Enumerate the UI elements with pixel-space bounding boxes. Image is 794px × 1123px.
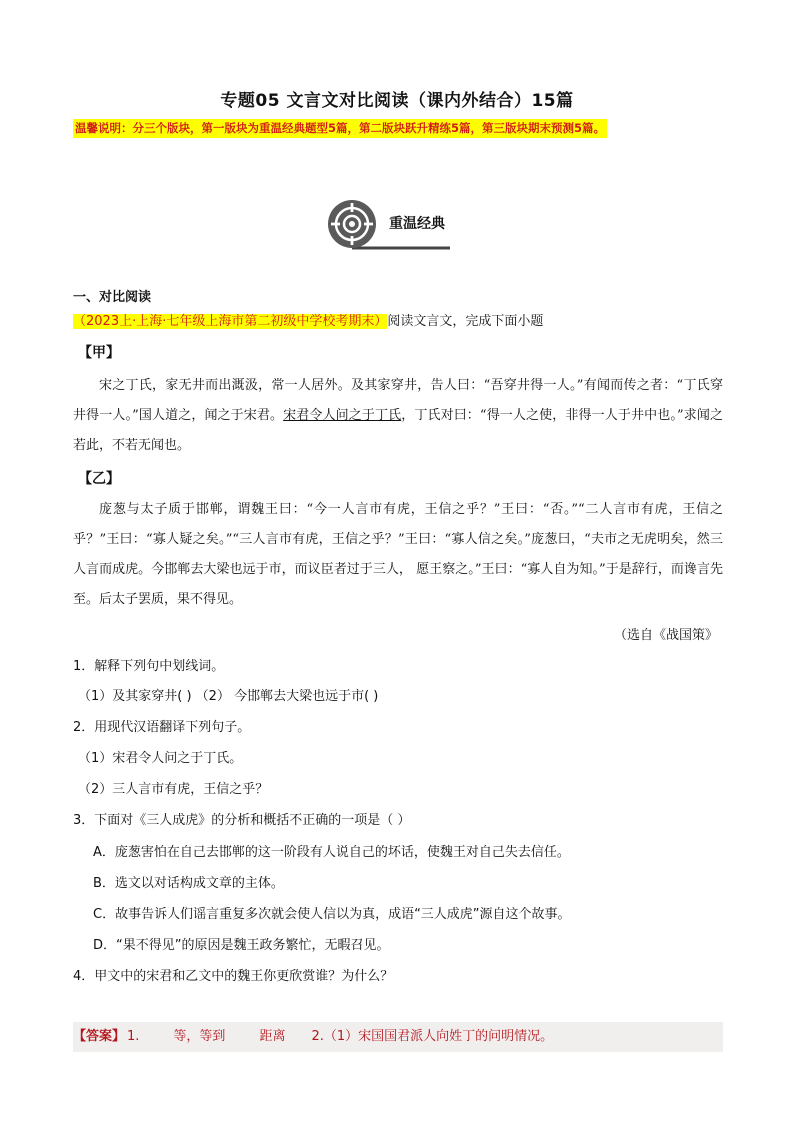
question-3-option-d: D．“果不得见”的原因是魏王政务繁忙，无暇召见。 bbox=[93, 938, 390, 953]
source-rest: 阅读文言文，完成下面小题 bbox=[387, 314, 544, 329]
jia-line2b: ，丁氏对曰：“得一人之使，非得一人于井中 bbox=[401, 408, 658, 423]
question-2-sub2: （2）三人言市有虎，王信之乎？ bbox=[78, 782, 269, 797]
source-line bbox=[73, 310, 543, 329]
section-heading: 一、对比阅读 bbox=[73, 290, 152, 305]
yi-label: 【乙】 bbox=[78, 471, 120, 487]
notice-banner: 温馨说明：分三个版块，第一版块为重温经典题型5篇，第二版块跃升精练5篇，第三版块期末预测5篇。 bbox=[73, 119, 607, 138]
answer-1-2: 距离 bbox=[259, 1029, 286, 1044]
question-3-option-b: B．选文以对话构成文章的主体。 bbox=[93, 876, 284, 891]
question-3-option-a: A．庞葱害怕在自己去邯郸的这一阶段有人说自己的坏话，使魏王对自己失去信任。 bbox=[93, 845, 570, 860]
section-badge-label: 重温经典 bbox=[389, 216, 445, 232]
answer-1-1: 等，等到 bbox=[173, 1029, 226, 1044]
answer-tag: 【答案】 bbox=[73, 1029, 126, 1044]
jia-line1: 宋之丁氏，家无井而出溉汲，常一人居外。及其家穿井，告人曰：“吾穿井得一人。”有闻而传之者：“丁 bbox=[99, 378, 697, 393]
attribution: （选自《战国策》 bbox=[613, 628, 718, 643]
answer-2-1: 2.（1）宋国国君派人向姓丁的问明情况。 bbox=[311, 1029, 554, 1044]
jia-underlined-sentence: 宋君令人问之于丁氏 bbox=[283, 408, 402, 423]
question-1-sub: （1）及其家穿井( ) （2） 今邯郸去大梁也远于市( ) bbox=[78, 689, 379, 704]
answer-bar bbox=[73, 1022, 723, 1052]
jia-passage bbox=[73, 371, 723, 461]
question-4: 4．甲文中的宋君和乙文中的魏王你更欣赏谁？为什么？ bbox=[73, 969, 394, 984]
page-title: 专题05 文言文对比阅读（课内外结合）15篇 bbox=[220, 91, 574, 111]
target-icon bbox=[322, 198, 323, 199]
question-2-sub1: （1）宋君令人问之于丁氏。 bbox=[78, 751, 243, 766]
yi-passage: 庞葱与太子质于邯郸，谓魏王曰：“今一人言市有虎，王信之乎？”王曰：“否。”“二人言市有虎，王信之乎？”王曰：“寡人疑之矣。”“三人言市有虎，王信之乎？”王曰：“寡人信之矣。”庞葱曰，“夫市之无虎明矣，然三人言而成虎。今邯郸去大梁也远于市，而议臣者过于三人， 愿王察之。”王曰：“寡人自为知。”于是辞行，而谗言先至。后太子罢质，果不得见。 bbox=[73, 502, 723, 607]
jia-line2a: 氏穿井得一人。”国人道之，闻之于宋君。 bbox=[73, 378, 723, 423]
question-3: 3．下面对《三人成虎》的分析和概括不正确的一项是（ ） bbox=[73, 813, 411, 828]
question-2: 2．用现代汉语翻译下列句子。 bbox=[73, 720, 251, 735]
question-3-option-c: C．故事告诉人们谣言重复多次就会使人信以为真，成语“三人成虎”源自这个故事。 bbox=[93, 907, 571, 922]
source-highlight: （2023上·上海·七年级上海市第二初级中学校考期末） bbox=[73, 314, 388, 329]
answer-number-1: 1. bbox=[127, 1029, 140, 1044]
jia-line3: 也。”求闻之若此，不若无闻也。 bbox=[73, 408, 723, 453]
jia-label: 【甲】 bbox=[78, 345, 120, 361]
question-1: 1．解释下列句中划线词。 bbox=[73, 659, 225, 674]
